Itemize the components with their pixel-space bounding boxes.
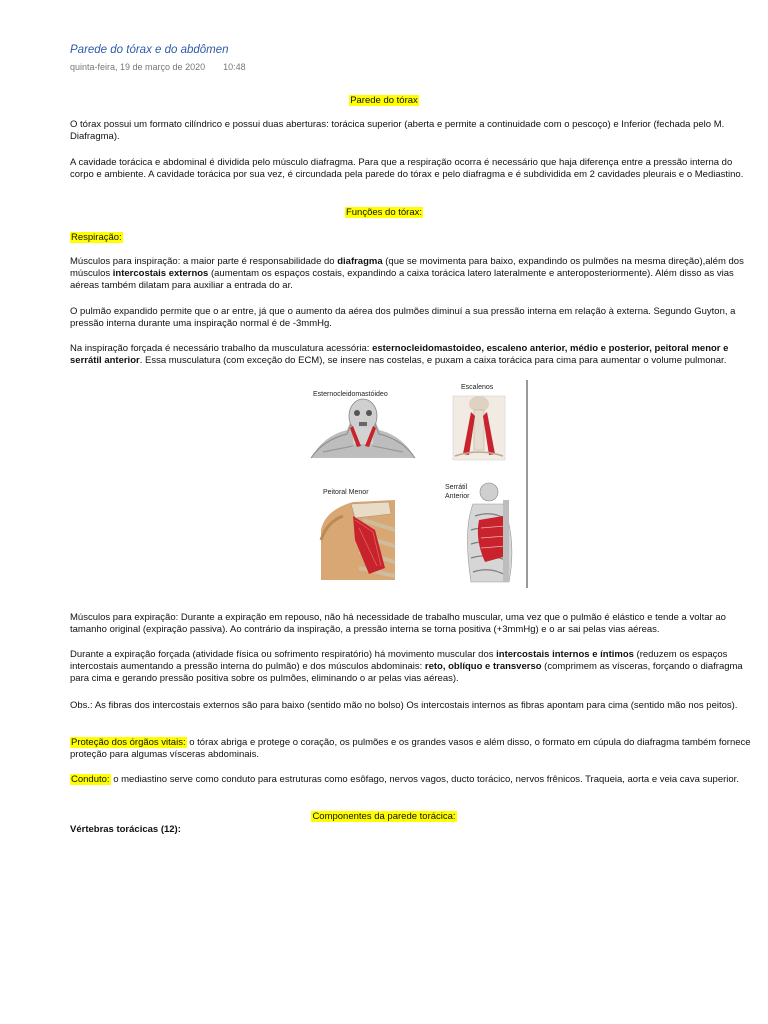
paragraph-inspiracao-forcada: Na inspiração forçada é necessário trabalho da musculatura acessória: esternocleidomastoideo, escaleno anterior, médio e posterior, peitoral menor e serrátil anterior. Essa musculatura (com exceção do ECM), se insere nas costelas, e puxam a caixa torácica para cima para aumentar o volume pulmonar. <box>70 343 729 366</box>
label-ecm: Esternocleidomastóideo <box>313 391 388 398</box>
term-musculatura-acessoria: esternocleidomastoideo, escaleno anterior, médio e posterior, peitoral menor e serrátil anterior <box>70 343 729 366</box>
label-serratil-1: Serrátil <box>445 484 468 491</box>
term-abdominais: reto, oblíquo e transverso <box>424 661 542 672</box>
paragraph-torax-formato: O tórax possui um formato cilíndrico e possui duas aberturas: torácica superior (aberta e permite a continuidade com o pescoço) e Inferior (fechada pelo M. Diafragma). <box>70 119 725 142</box>
anatomy-figure[interactable] <box>303 380 529 590</box>
label-peitoral: Peitoral Menor <box>323 489 369 496</box>
vertebras-label: Vértebras torácicas (12): <box>70 824 181 835</box>
conduto-label: Conduto: <box>71 774 110 785</box>
label-serratil-2: Anterior <box>445 493 470 500</box>
paragraph-conduto: Conduto: o mediastino serve como conduto para estruturas como esôfago, nervos vagos, ducto torácico, nervos frênicos. Traqueia, aorta e veia cava superior. <box>71 774 739 785</box>
paragraph-pulmao: O pulmão expandido permite que o ar entre, já que o aumento da aérea dos pulmões diminuí a sua pressão interna em relação à externa. Segundo Guyton, a pressão interna durante uma inspiração normal é de -3mmHg. <box>70 306 736 329</box>
paragraph-protecao: Proteção dos órgãos vitais: o tórax abriga e protege o coração, os pulmões e os grandes vasos e além disso, o formato em cúpula do diafragma também fornece proteção para algumas vísceras abdominais. <box>70 737 751 760</box>
respiracao-label-text: Respiração: <box>71 232 122 243</box>
heading-funcoes-text: Funções do tórax: <box>345 207 423 218</box>
paragraph-expiracao-forcada: Durante a expiração forçada (atividade física ou sofrimento respiratório) há movimento muscular dos intercostais internos e íntimos (reduzem os espaços intercostais aumentando a pressão interna do pulmão) e dos músculos abdominais: reto, oblíquo e transverso (comprimem as vísceras, forçando o diafragma para cima e gerando pressão positiva sobre os pulmões, eliminando o ar pelas vias aéreas). <box>70 649 743 684</box>
paragraph-expiracao: Músculos para expiração: Durante a expiração em repouso, não há necessidade de trabalho muscular, uma vez que o pulmão é elástico e tende a voltar ao tamanho original (expiração passiva). Ao contrário da inspiração, a pressão interna se torna positiva (+3mmHg) e o ar sai pelas vias aéreas. <box>70 612 726 635</box>
heading-componentes <box>0 811 768 823</box>
respiracao-label <box>70 232 754 244</box>
page-time: 10:48 <box>223 62 246 72</box>
term-intercostais-externos: intercostais externos <box>112 268 209 279</box>
label-escalenos: Escalenos <box>461 384 494 391</box>
heading-parede <box>0 95 768 107</box>
page-date: quinta-feira, 19 de março de 2020 <box>70 62 206 72</box>
heading-parede-text: Parede do tórax <box>350 95 418 106</box>
paragraph-inspiracao: Músculos para inspiração: a maior parte é responsabilidade do diafragma (que se movimenta para baixo, expandindo os pulmões na mesma direção),além dos músculos intercostais externos (aumentam os espaços costais, expandindo a caixa torácica latero lateralmente e anteroposteriormente). Além disso as vias aéreas também dilatam para auxiliar a entrada do ar. <box>70 256 744 291</box>
paragraph-obs: Obs.: As fibras dos intercostais externos são para baixo (sentido mão no bolso) Os intercostais internos as fibras apontam para cima (sentido mão nos peitos). <box>70 700 738 711</box>
page-meta <box>70 61 246 73</box>
paragraph-cavidade: A cavidade torácica e abdominal é dividida pelo músculo diafragma. Para que a respiração ocorra é necessário que haja diferença entre a pressão interna do corpo e ambiente. A cavidade torácica por sua vez, é circundada pela parede do tórax e pelo diafragma e é subdividida em 2 cavidades pleurais e o Mediastino. <box>70 157 744 180</box>
protecao-label: Proteção dos órgãos vitais: <box>71 737 186 748</box>
muscle-serratil-anterior <box>478 516 507 562</box>
heading-componentes-text: Componentes da parede torácica: <box>312 811 456 822</box>
term-intercostais-internos: intercostais internos e íntimos <box>496 649 634 660</box>
term-diafragma: diafragma <box>337 256 383 267</box>
escalenos-illustration <box>453 396 505 460</box>
heading-funcoes <box>0 207 768 219</box>
page-title[interactable]: Parede do tórax e do abdômen <box>70 44 229 56</box>
